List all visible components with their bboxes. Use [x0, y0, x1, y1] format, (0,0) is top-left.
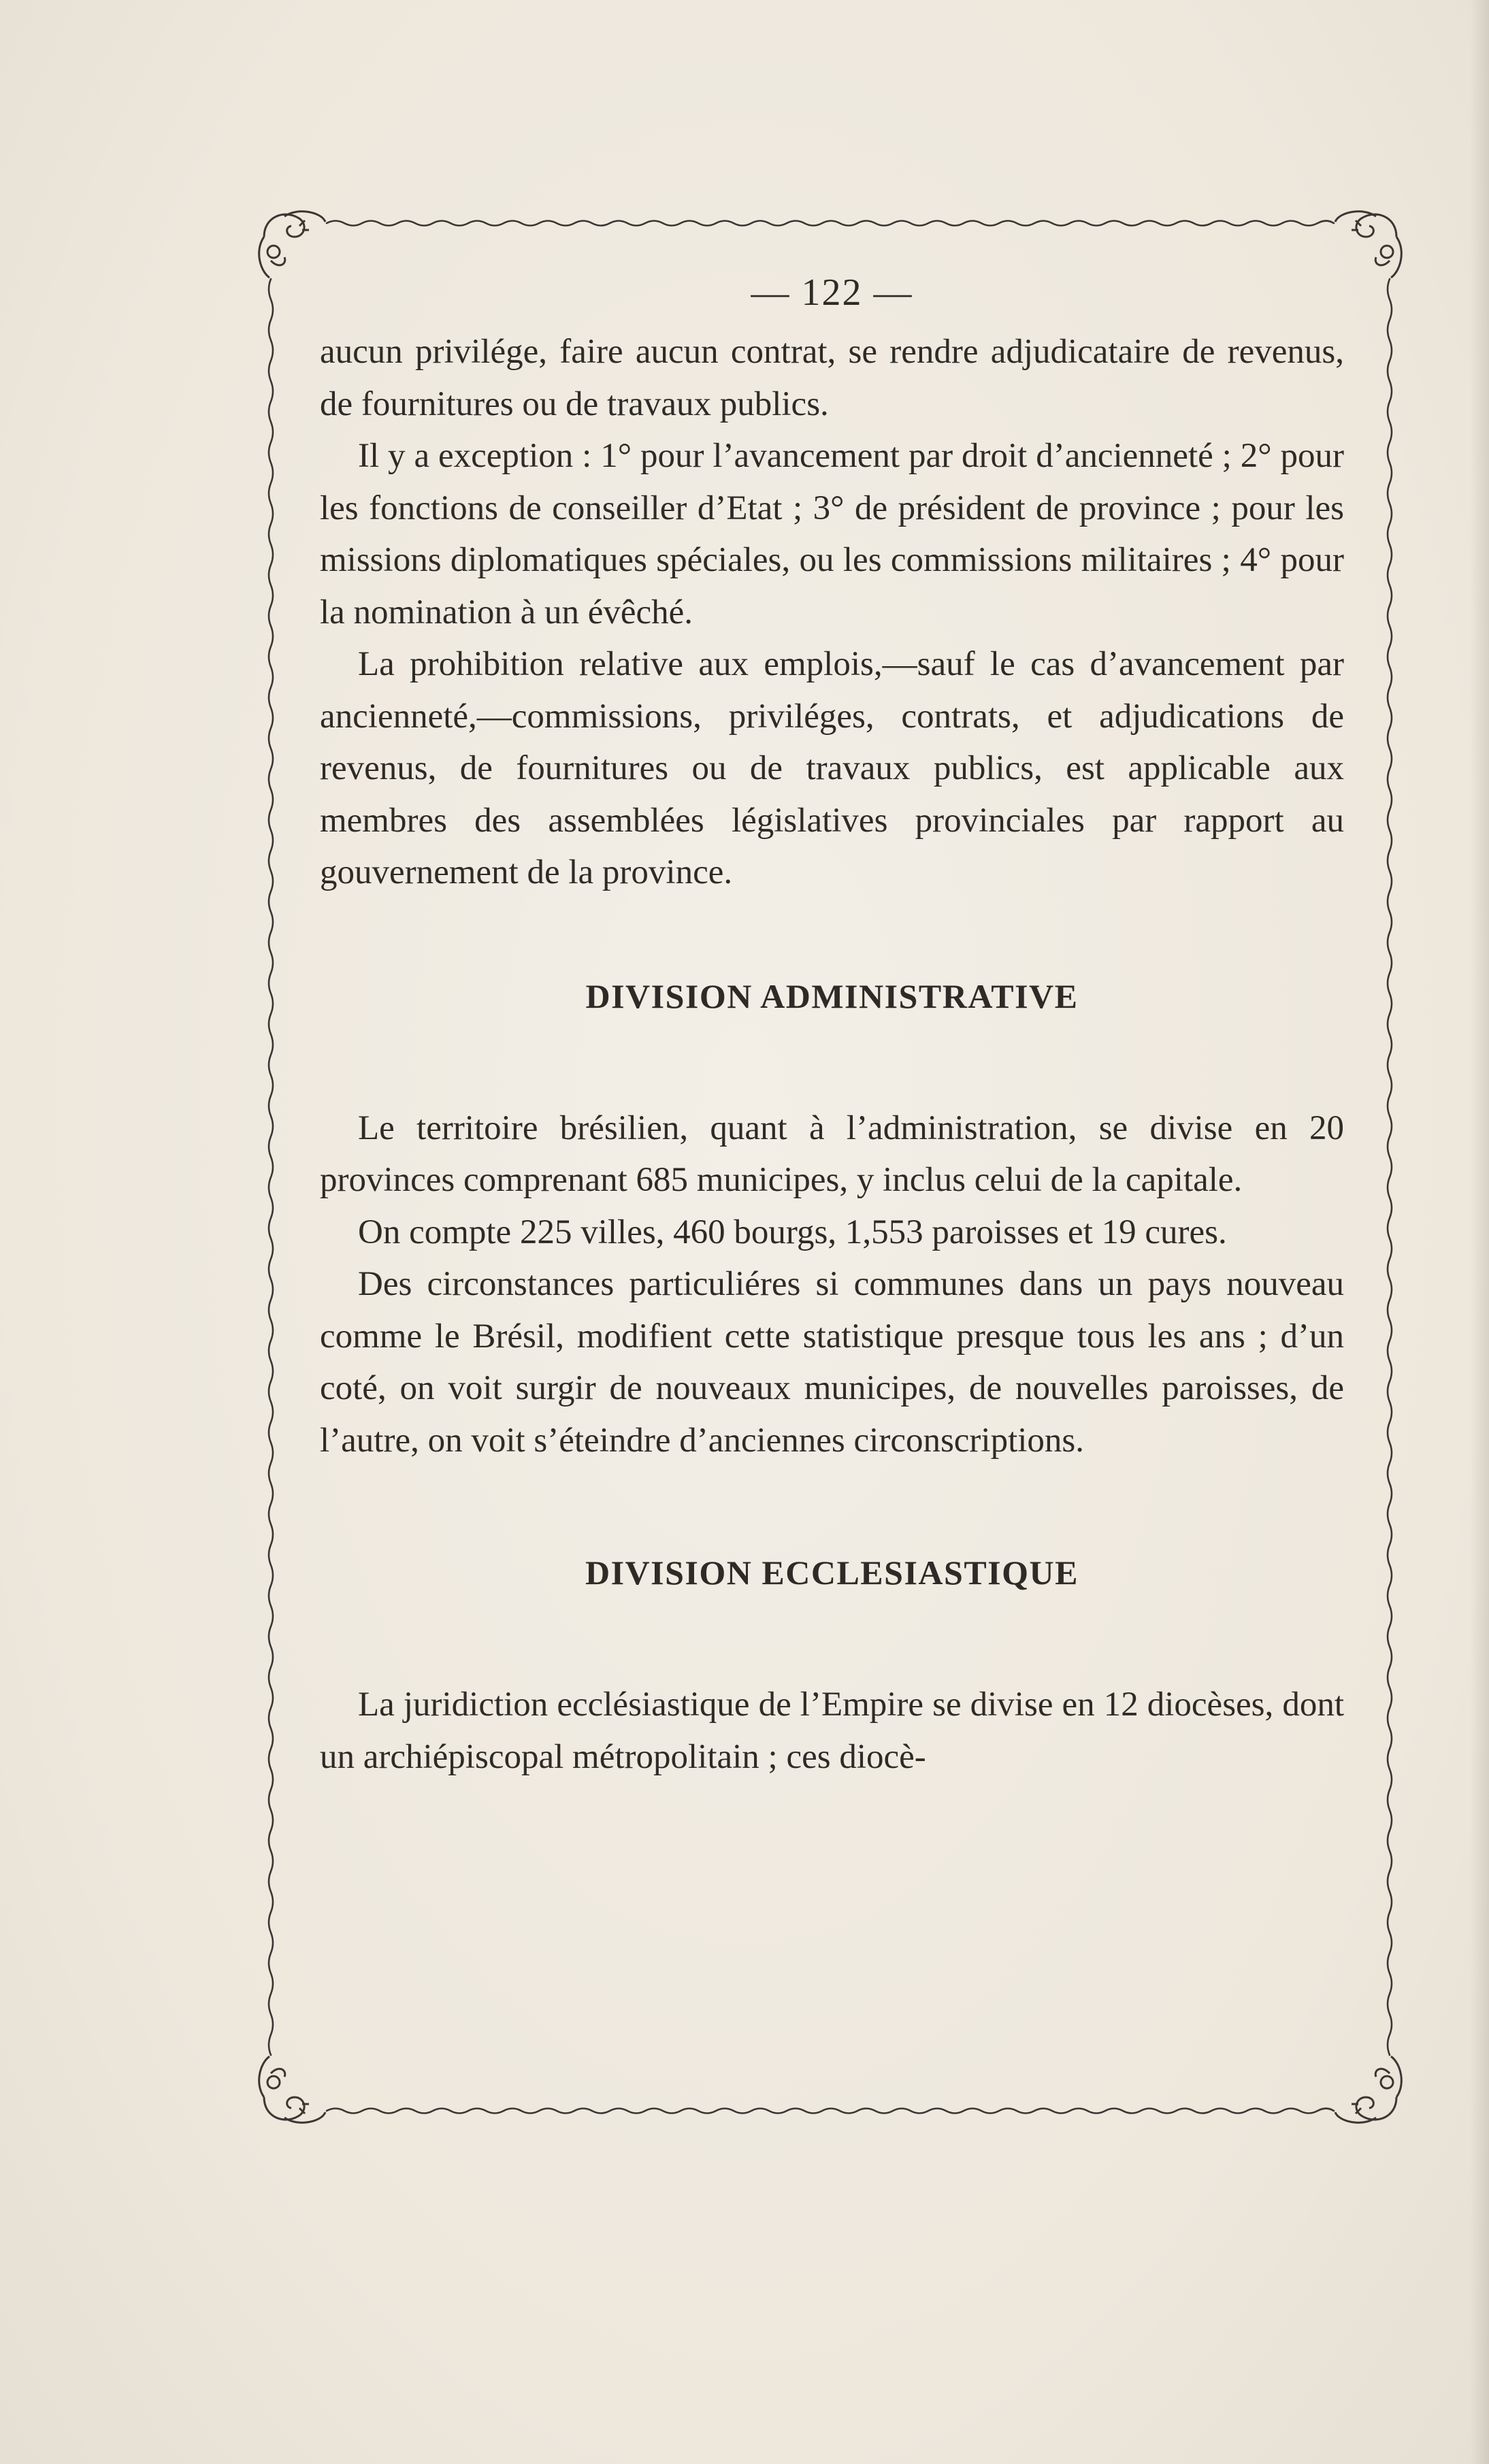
- corner-flourish-icon: [259, 212, 325, 278]
- bottom-wavy-rule: [327, 2109, 1334, 2114]
- paragraph: Le territoire brésilien, quant à l’administration, se divise en 20 provinces comprenant 685 municipes, y inclus celui de la capitale.: [320, 1108, 1344, 1199]
- right-wavy-rule: [1388, 279, 1392, 2055]
- page-number: — 122 —: [751, 272, 913, 314]
- paragraph: La prohibition relative aux emplois,—sauf le cas d’avancement par ancienneté,—commissions, priviléges, contrats, et adjudications de revenus, de fournitures ou de travaux publics, est applicable aux membres des assemblées législatives provinciales par rapport au gouvernement de la province.: [320, 645, 1344, 891]
- paragraph: On compte 225 villes, 460 bourgs, 1,553 paroisses et 19 cures.: [358, 1213, 1227, 1251]
- paragraph: aucun privilége, faire aucun contrat, se rendre adjudicataire de revenus, de fournitures ou de travaux publics.: [320, 333, 1344, 423]
- paragraph: Il y a exception : 1° pour l’avancement par droit d’ancienneté ; 2° pour les fonctions de conseiller d’Etat ; 3° de président de province ; pour les missions diplomatiques spéciales, ou les commissions militaires ; 4° pour la nomination à un évêché.: [320, 437, 1344, 631]
- corner-flourish-icon: [1335, 212, 1401, 278]
- left-wavy-rule: [269, 279, 273, 2055]
- corner-flourish-icon: [259, 2056, 325, 2122]
- paragraph: Des circonstances particuliéres si communes dans un pays nouveau comme le Brésil, modifient cette statistique presque tous les ans ; d’un coté, on voit surgir de nouveaux municipes, de nouvelles paroisses, de l’autre, on voit s’éteindre d’anciennes circonscriptions.: [320, 1265, 1344, 1460]
- top-wavy-rule: [327, 221, 1334, 226]
- page-edge-shadow: [1470, 0, 1489, 2464]
- corner-flourish-icon: [1335, 2056, 1401, 2122]
- paragraph: La juridiction ecclésiastique de l’Empire se divise en 12 diocèses, dont un archiépiscopal métropolitain ; ces diocè-: [320, 1686, 1344, 1776]
- section-heading-administrative: DIVISION ADMINISTRATIVE: [585, 976, 1079, 1015]
- section-heading-ecclesiastique: DIVISION ECCLESIASTIQUE: [585, 1554, 1079, 1592]
- page-text: [320, 269, 1344, 1783]
